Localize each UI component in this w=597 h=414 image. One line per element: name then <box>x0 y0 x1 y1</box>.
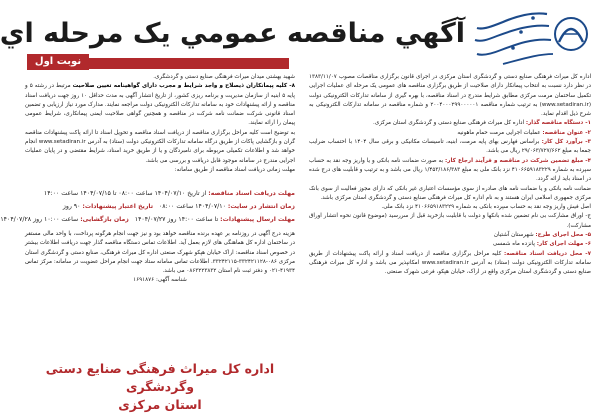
dates-block <box>0 187 295 226</box>
item-3: ۳- برآورد کل کار: براساس فهارس بهای پایه مرمت، ابنیه، تاسیسات مکانیکی و برقی سال ۱۴۰۴ با احتساب ضرایب جمعا به مبلغ ۲۹/۰۶۳/۷۲۷/۶۶۲ ریال می باشد. <box>309 139 591 155</box>
ad-title: آگهي مناقصه عمومي يک مرحله اي <box>0 18 465 49</box>
item-5: ضمانت نامه بانکی و یا ضمانت نامه های صادره از سوی مؤسسات اعتباری غیر بانکی که دارای مجوز فعالیت از سوی بانک مرکزی جمهوری اسلامی ایران هستند و به نام اداره کل میراث فرهنگی صنایع دستی و گردشگری استان مرکزی باشد. <box>309 185 591 201</box>
left-text-1: شهید بهشتی میدان میراث فرهنگی صنایع دستی و گردشگری. <box>153 74 295 80</box>
intro-text: اداره کل میراث فرهنگی صنایع دستی و گردشگری استان مرکزی در اجرای قانون برگزاری مناقصات مصوب ۱۳۸۳/۱۱/۰۷ در نظر دارد نسبت به انتخاب پیمانکار دارای صلاحیت از طریق برگزاری مناقصه های عمومی یک مرحله ای عملیات اجرایی تکمیل ساختمان مرمت مرکزی مطابق شرایط مندرج در اسناد مناقصه، با بهره گیری از سامانه تدارکات الکترونیکی دولت (www.setadiran.ir) به ترتیب شماره مناقصه ۲۰۰۴۰۰۰۲۹۹۰۰۰۰۰۱ و شماره مناقصه در سامانه تدارکات الکترونیکی به شرح ذیل اقدام نماید. <box>309 74 591 118</box>
item-10: ۷- محل دریافت اسناد مناقصه: کلیه مراحل برگزاری مناقصه از دریافت اسناد و ارائه پاکت پیشنهادات از طریق سامانه تدارکات الکترونیکی دولت (ستاد) به آدرس www.setadiran.ir امکانپذیر می باشد و اداره کل میراث فرهنگی صنایع دستی و گردشگری استان مرکزی واقع در اراک، خیابان هپکو، فرعی شهرک صنعتی. <box>309 250 591 276</box>
item-1: ۱- دستگاه مناقصه گذار: اداره کل میراث فرهنگی صنایع دستی و گردشگری استان مرکزی. <box>373 120 591 127</box>
left-text-4: مهلت زمانی دریافت اسناد مناقصه از طریق سامانه: <box>174 166 295 173</box>
contact-text: هزینه درج آگهی در روزنامه بر عهده برنده مناقصه خواهد بود و نیز جهت انجام هرگونه پرداخت، با واحد مالی مستقر در ساختمان اداره کل هماهنگی های لازم بعمل آید. اطلاعات تماس دستگاه مناقصه گذار جهت دریافت اطلاعات بیشتر در خصوص اسناد مناقصه: اراک خیابان هپکو شهرک صنعتی اداره کل میراث فرهنگی، صنایع دستی و گردشگری استان مرکزی ۰۸۶-۳۳۲۴۲۱۱۲۸-۳۳۲۴۲۱۱۵. اطلاعات تماس سامانه ستاد جهت انجام مراحل عضویت در سامانه: مرکز تماس ۴۱۹۳۴-۰۲۱ و دفتر ثبت نام استان ۰۸۶۳۲۲۳۸۳۲ می باشد. <box>25 231 295 275</box>
signature-block <box>29 360 291 414</box>
item-8: ۵- محل اجرای طرح: شهرستان آشتیان <box>493 232 591 239</box>
contact-paragraph <box>25 230 295 352</box>
item-7: ج- اوراق مشارکت بی نام تضمین شده بانکها و دولت با قابلیت بازخرید قبل از سررسید (موضوع قانون نحوه انتشار اوراق مشارکت). <box>309 213 591 229</box>
left-text-3: به توضیح است کلیه مراحل برگزاری مناقصه از دریافت اسناد مناقصه و تحویل اسناد تا ارائه پاکت پیشنهادات مناقصه گران و بازگشایی پاکات از طریق درگاه سامانه تدارکات الکترونیکی دولت (ستاد) به آدرس www.setadiran.ir انجام خواهد شد و اطلاعات تکمیلی مربوطه برای نامبردگان و یا از طریق خرید اسناد، شرایط مقتضی و در پایان عملیات اجرایی مندرج در سامانه موجود قابل دریافت و بررسی می باشد. <box>25 129 296 164</box>
item-9: ۶- مهلت اجرای کار: پانزده ماه شمسی <box>492 241 591 248</box>
item-2: ۲- عنوان مناقصه: عملیات اجرایی مرمت حمام ماهونیه <box>457 129 591 136</box>
turn-label: نوبت اول <box>27 54 89 70</box>
date-row-receipt: مهلت دریافت اسناد مناقصه: از تاریخ ۱۴۰۴/۰۷/۱۰ ساعت ۰۸:۰۰ تا ۱۴۰۴/۰۷/۱۵ ساعت ۱۴:۰۰ <box>43 190 295 197</box>
signature-line-2: استان مرکزی <box>118 397 202 412</box>
item-4: ۴- مبلغ تضمین شرکت در مناقصه و فرآیند ارجاع کار: به صورت ضمانت نامه بانکی و یا واریز وجه نقد به حساب سپرده به شماره ۴۱۰۶۶۵۹۱۸۳۲۲۹ نزد بانک ملی به مبلغ ۱/۴۵۳/۱۸۶/۳۸۳ ریال می باشد و به ترتیب و قابلیت های درج شده در اسناد باید ارائه گردد. <box>309 157 592 183</box>
right-column <box>309 73 591 409</box>
ad-id: شناسه آگهی: ۱۶۹۱۸۷۶ <box>133 277 187 284</box>
date-row-publish: زمان انتشار در سایت: ۱۴۰۴/۰۷/۱۰ ساعت ۰۸:۰۰ تاریخ اعتبار پیشنهادات: ۹۰ روز <box>62 203 295 210</box>
date-row-submit: مهلت ارسال پیشنهادات: تا ساعت ۱۴:۰۰ روز ۱۴۰۴/۰۷/۲۷ زمان بازگشایی: ساعت ۱۰:۰۰ روز ۱۴۰۴/۰۷/۲۸ <box>0 216 295 223</box>
left-text-2: ۸- کلیه پیمانکاران ذیصلاح و واجد شرایط و مجرب دارای گواهینامه تعیین صلاحیت مرتبط در رشته ۵ و پایه ۵ ابنیه از سازمان مدیریت و برنامه ریزی کشور، از تاریخ انتشار آگهی به مدت حداقل ۱۰ روز جهت دریافت اسناد مناقصه و ارائه پیشنهادات خود به سامانه تدارکات الکترونیکی دولت مراجعه نمایند. مدارک مورد نیاز ارزیابی و تضمین اسناد قانونی شرکت ضمانت نامه شرکت در مناقصه و همچنین گواهی صلاحیت ایمنی پیمانکاری، شرایط عمومی پیمان را ارائه نمایند. <box>25 83 295 127</box>
signature-line-1: اداره کل میراث فرهنگی صنایع دستی وگردشگری <box>45 361 275 394</box>
item-6: اصل فیش واریز وجه نقد به حساب سپرده بانکی به شماره ۴۱۰۶۶۵۹۱۸۳۲۲۹ نزد بانک ملی. <box>381 204 591 211</box>
ministry-logo <box>473 4 591 70</box>
